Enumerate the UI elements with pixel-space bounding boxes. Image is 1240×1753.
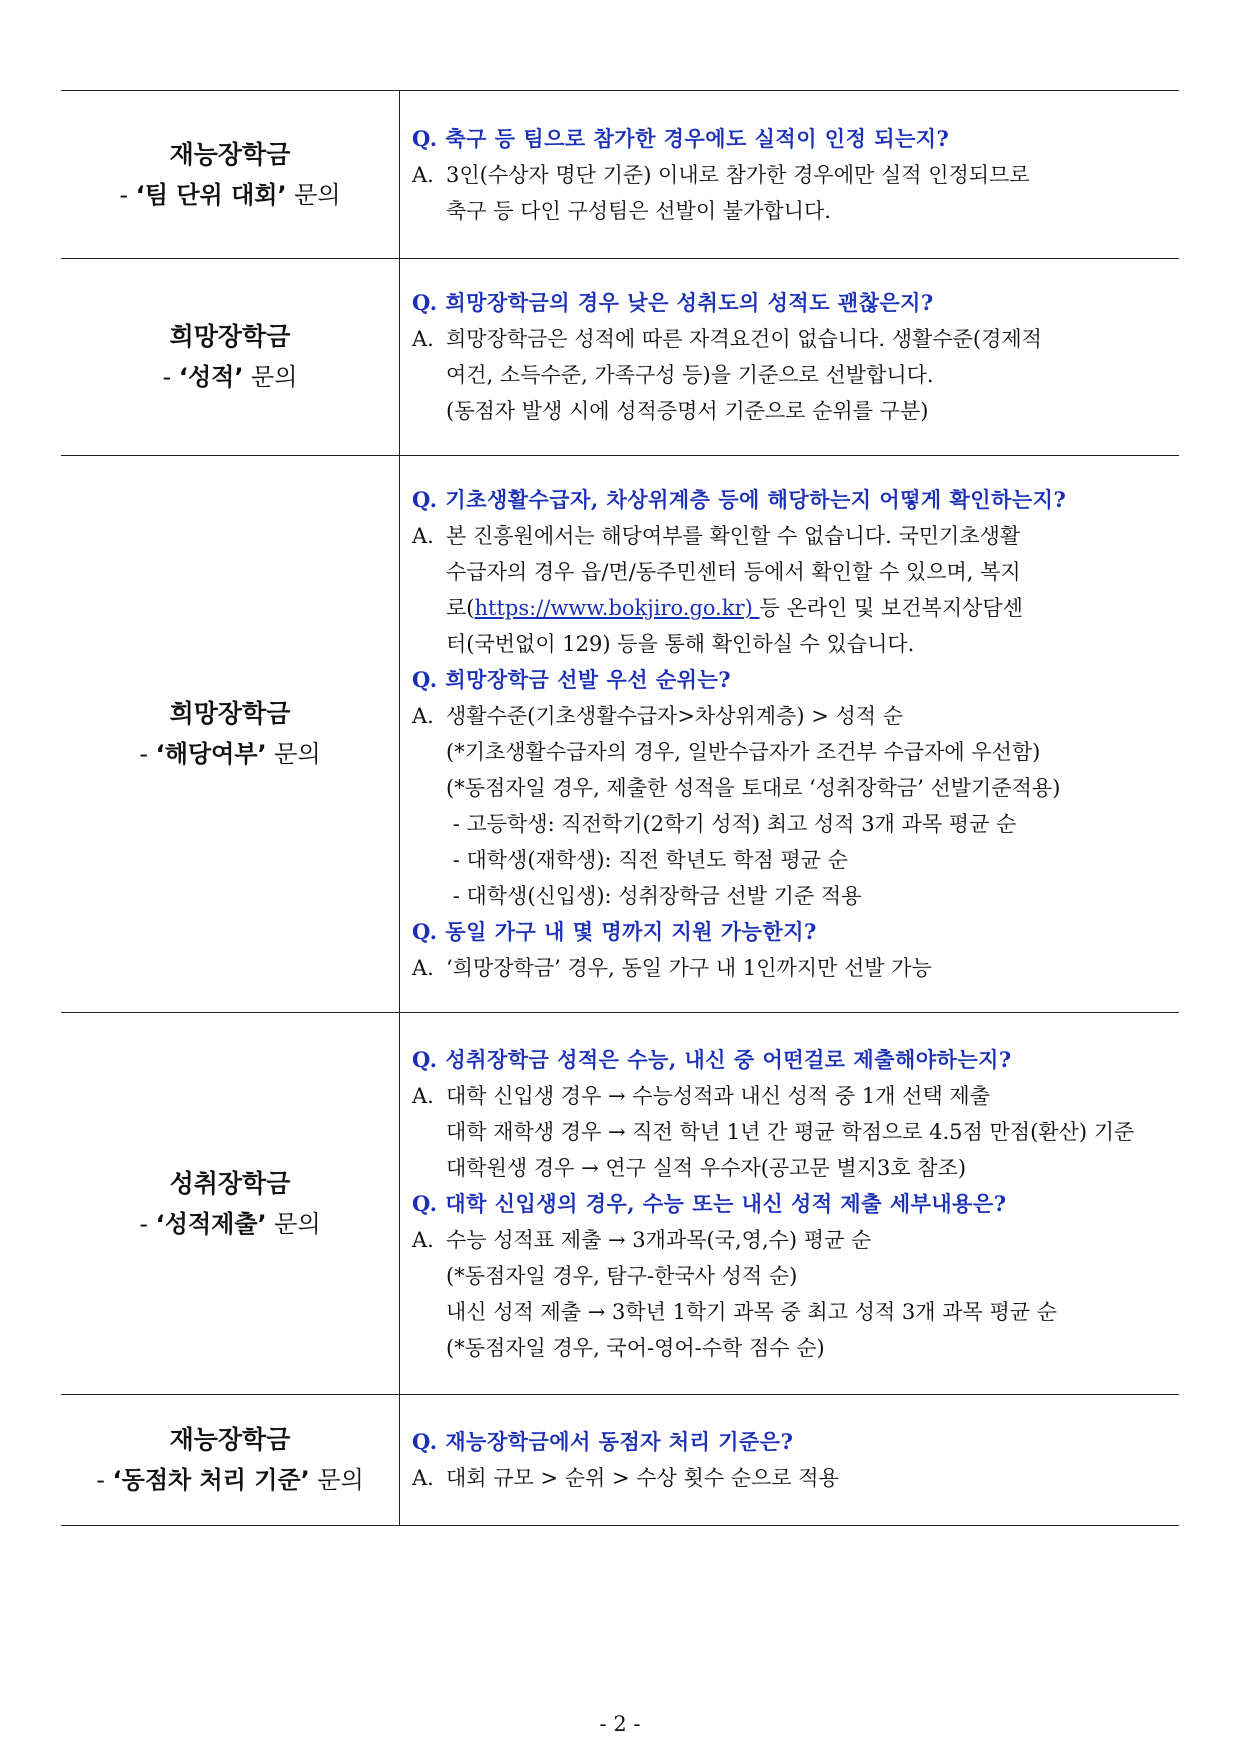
qa-cell (400, 91, 1180, 259)
answer-continuation: - 대학생(신입생): 성취장학금 선발 기준 적용 (446, 884, 862, 908)
answer-text: 대회 규모 > 순위 > 수상 횟수 순으로 적용 (446, 1466, 839, 1490)
subtitle-prefix: - (139, 740, 156, 768)
subtitle-suffix: 문의 (286, 180, 341, 209)
faq-row (61, 259, 1179, 456)
category-subtitle (62, 1460, 398, 1500)
category-title: 희망장학금 (169, 322, 291, 351)
question: Q. 동일 가구 내 몇 명까지 지원 가능한지? (412, 919, 817, 944)
answer-continuation: 대학원생 경우 → 연구 실적 우수자(공고문 별지3호 참조) (446, 1155, 967, 1180)
answer-continuation: - 대학생(재학생): 직전 학년도 학점 평균 순 (446, 848, 848, 872)
answer-prefix: A. (412, 327, 434, 351)
category-subtitle (62, 734, 398, 774)
qa-block (412, 1424, 1169, 1496)
answer-continuation: (*기초생활수급자의 경우, 일반수급자가 조건부 수급자에 우선함) (446, 740, 1041, 764)
page-number: - 2 - (599, 1712, 641, 1736)
question: Q. 희망장학금의 경우 낮은 성취도의 성적도 괜찮은지? (412, 290, 934, 315)
answer-text: 수능 성적표 제출 → 3개과목(국,영,수) 평균 순 (446, 1227, 872, 1252)
faq-table (61, 90, 1179, 1526)
faq-row (61, 456, 1179, 1013)
link-pre-text: 로( (446, 596, 475, 620)
subtitle-suffix: 문의 (266, 1209, 321, 1238)
question: Q. 대학 신입생의 경우, 수능 또는 내신 성적 제출 세부내용은? (412, 1190, 1007, 1216)
category-cell (61, 1395, 400, 1526)
link-post-text: 등 온라인 및 보건복지상담센 (759, 596, 1023, 620)
subtitle-suffix: 문의 (266, 740, 321, 768)
subtitle-topic: ‘해당여부’ (155, 740, 267, 768)
answer (412, 950, 1169, 986)
subtitle-topic: ‘동점차 처리 기준’ (112, 1466, 310, 1494)
faq-body (61, 91, 1179, 1526)
question: Q. 희망장학금 선발 우선 순위는? (412, 667, 732, 692)
category-cell (61, 456, 400, 1013)
qa-block (412, 482, 1169, 986)
answer-continuation: - 고등학생: 직전학기(2학기 성적) 최고 성적 3개 과목 평균 순 (446, 812, 1017, 836)
subtitle-prefix: - (119, 180, 136, 209)
category-subtitle (62, 175, 398, 215)
qa-block (412, 1042, 1169, 1366)
answer (412, 698, 1169, 734)
answer-prefix: A. (412, 1227, 434, 1252)
answer (412, 518, 1169, 554)
answer-continuation: (*동점자일 경우, 국어-영어-수학 점수 순) (446, 1335, 825, 1360)
answer-prefix: A. (412, 162, 434, 187)
answer-text: 3인(수상자 명단 기준) 이내로 참가한 경우에만 실적 인정되므로 (446, 162, 1030, 187)
answer (412, 321, 1169, 357)
answer-prefix: A. (412, 1466, 434, 1490)
answer-continuation: (*동점자일 경우, 탐구-한국사 성적 순) (446, 1263, 798, 1288)
answer-continuation: 여건, 소득수준, 가족구성 등)을 기준으로 선발합니다. (446, 363, 934, 387)
faq-row (61, 1395, 1179, 1526)
answer-continuation (412, 590, 1169, 626)
question: Q. 축구 등 팀으로 참가한 경우에도 실적이 인정 되는지? (412, 125, 950, 151)
category-title: 성취장학금 (169, 1168, 291, 1198)
answer-continuation: (*동점자일 경우, 제출한 성적을 토대로 ‘성취장학금’ 선발기준적용) (446, 776, 1061, 800)
qa-cell (400, 1395, 1180, 1526)
answer-text: 본 진흥원에서는 해당여부를 확인할 수 없습니다. 국민기초생활 (446, 524, 1021, 548)
answer-continuation: 대학 재학생 경우 → 직전 학년 1년 간 평균 학점으로 4.5점 만점(환산) 기준 (446, 1119, 1135, 1144)
answer-prefix: A. (412, 956, 434, 980)
category-cell (61, 91, 400, 259)
category-cell (61, 259, 400, 456)
answer-continuation: 터(국번없이 129) 등을 통해 확인하실 수 있습니다. (446, 632, 915, 656)
subtitle-topic: ‘성적’ (178, 363, 244, 391)
bokjiro-link[interactable]: https://www.bokjiro.go.kr) (474, 596, 760, 620)
answer-prefix: A. (412, 704, 434, 728)
qa-cell (400, 1013, 1180, 1395)
answer-text: 대학 신입생 경우 → 수능성적과 내신 성적 중 1개 선택 제출 (446, 1083, 990, 1108)
faq-row (61, 1013, 1179, 1395)
answer-text: 희망장학금은 성적에 따른 자격요건이 없습니다. 생활수준(경제적 (446, 327, 1042, 351)
answer-continuation: 수급자의 경우 읍/면/동주민센터 등에서 확인할 수 있으며, 복지 (446, 560, 1021, 584)
category-title: 재능장학금 (169, 139, 291, 169)
faq-row (61, 91, 1179, 259)
answer-text: 생활수준(기초생활수급자>차상위계층) > 성적 순 (446, 704, 904, 728)
question: Q. 재능장학금에서 동점자 처리 기준은? (412, 1429, 794, 1454)
answer-text: ‘희망장학금’ 경우, 동일 가구 내 1인까지만 선발 가능 (446, 956, 932, 980)
subtitle-prefix: - (96, 1466, 113, 1494)
answer (412, 1222, 1169, 1258)
category-title: 재능장학금 (169, 1425, 291, 1454)
qa-block (412, 285, 1169, 429)
question: Q. 기초생활수급자, 차상위계층 등에 해당하는지 어떻게 확인하는지? (412, 487, 1067, 512)
qa-block (412, 121, 1169, 229)
answer-prefix: A. (412, 524, 434, 548)
answer-prefix: A. (412, 1083, 434, 1108)
answer (412, 157, 1169, 193)
subtitle-topic: ‘성적제출’ (155, 1209, 267, 1238)
subtitle-suffix: 문의 (243, 363, 298, 391)
qa-cell (400, 259, 1180, 456)
answer (412, 1460, 1169, 1496)
qa-cell (400, 456, 1180, 1013)
subtitle-topic: ‘팀 단위 대회’ (135, 180, 287, 209)
question: Q. 성취장학금 성적은 수능, 내신 중 어떤걸로 제출해야하는지? (412, 1046, 1012, 1072)
subtitle-suffix: 문의 (309, 1466, 364, 1494)
answer-continuation: 내신 성적 제출 → 3학년 1학기 과목 중 최고 성적 3개 과목 평균 순 (446, 1299, 1058, 1324)
answer-continuation: (동점자 발생 시에 성적증명서 기준으로 순위를 구분) (446, 399, 929, 423)
category-title: 희망장학금 (169, 699, 291, 728)
answer-continuation: 축구 등 다인 구성팀은 선발이 불가합니다. (446, 198, 831, 223)
answer (412, 1078, 1169, 1114)
subtitle-prefix: - (162, 363, 179, 391)
subtitle-prefix: - (139, 1209, 156, 1238)
category-subtitle (62, 1204, 398, 1244)
category-subtitle (62, 357, 398, 397)
category-cell (61, 1013, 400, 1395)
